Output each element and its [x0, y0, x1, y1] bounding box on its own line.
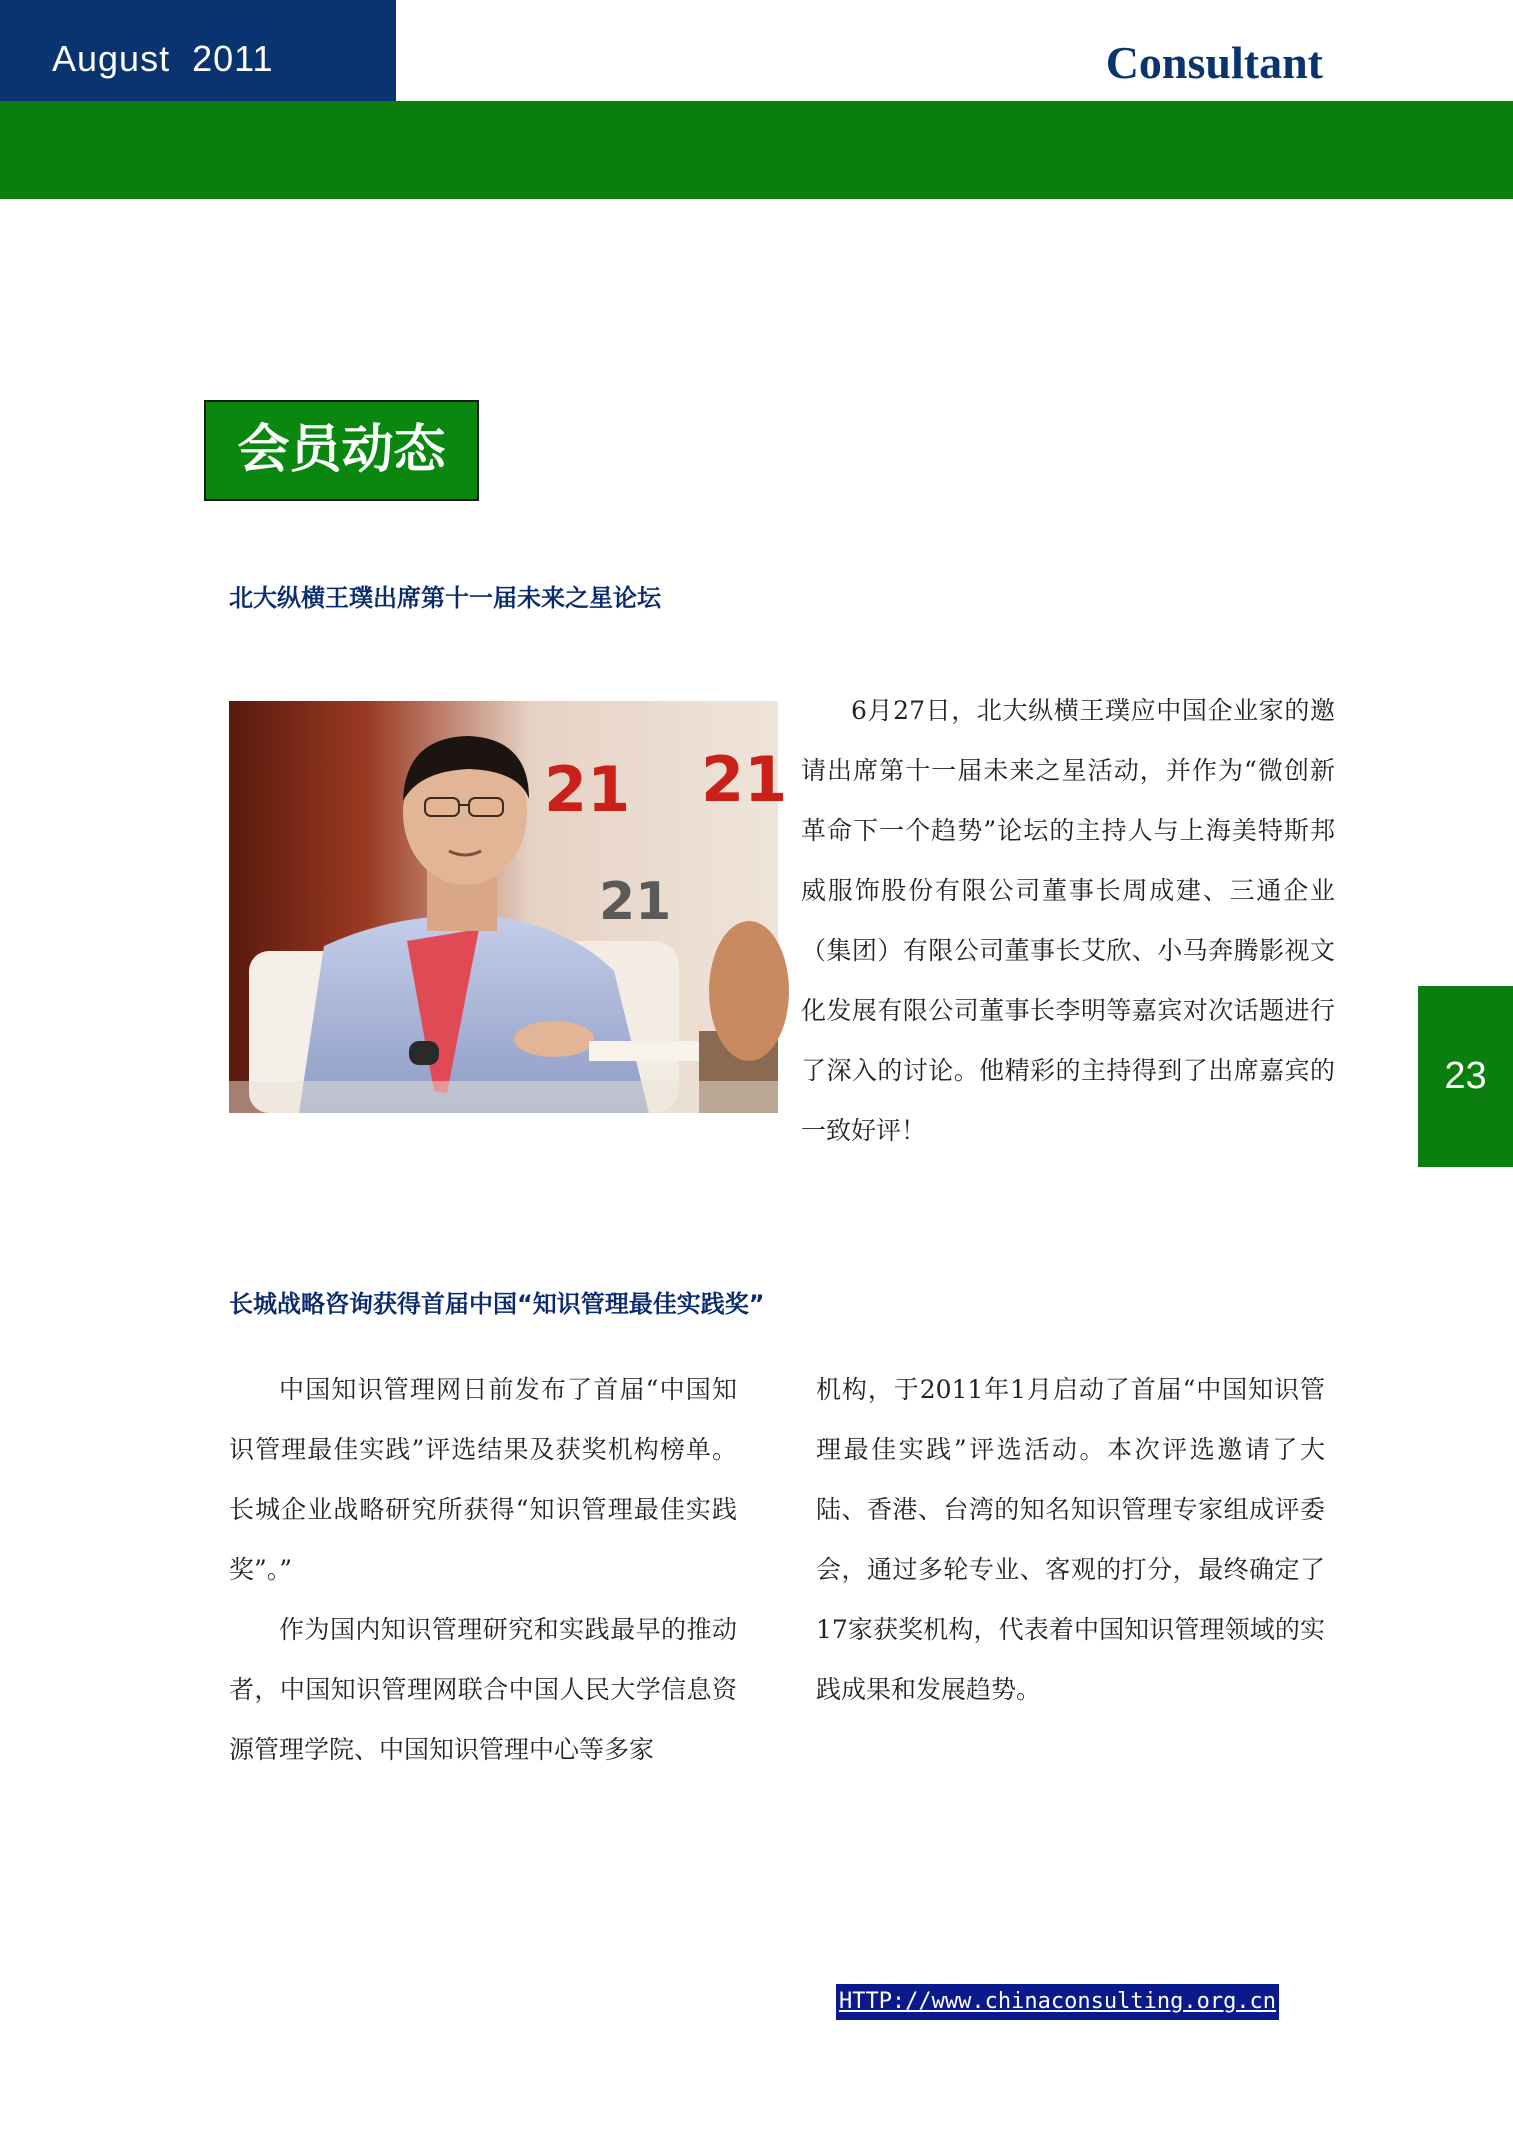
page-number-tab: 23 — [1418, 986, 1513, 1167]
section-title: 会员动态 — [204, 400, 479, 501]
photo-banner-text: 21 — [544, 753, 631, 826]
article-2-paragraph-2-end: 机构，于2011年1月启动了首届“中国知识管理最佳实践”评选活动。本次评选邀请了大陆、香港、台湾的知名知识管理专家组成评委会，通过多轮专业、客观的打分，最终确定了17家获奖机构，代表着中国知识管理领域的实践成果和发展趋势。 — [816, 1375, 1325, 1704]
article-1-photo — [229, 701, 788, 1113]
article-2-paragraph-1: 中国知识管理网日前发布了首届“中国知识管理最佳实践”评选结果及获奖机构榜单。长城企业战略研究所获得“知识管理最佳实践奖”。” — [229, 1375, 737, 1584]
article-2-paragraph-2-start: 作为国内知识管理研究和实践最早的推动者，中国知识管理网联合中国人民大学信息资源管理学院、中国知识管理中心等多家 — [229, 1615, 737, 1764]
article-1-body: 6月27日，北大纵横王璞应中国企业家的邀请出席第十一届未来之星活动，并作为“微创新革命下一个趋势”论坛的主持人与上海美特斯邦威服饰股份有限公司董事长周成建、三通企业（集团）有限公司董事长艾欣、小马奔腾影视文化发展有限公司董事长李明等嘉宾对次话题进行了深入的讨论。他精彩的主持得到了出席嘉宾的一致好评！ — [801, 696, 1335, 1145]
issue-date: August 2011 — [52, 38, 274, 79]
article-2-title: 长城战略咨询获得首届中国“知识管理最佳实践奖” — [229, 1290, 765, 1318]
svg-text:21: 21 — [599, 872, 672, 932]
header-green-bar — [0, 101, 1513, 199]
url-domain: www.chinaconsulting.org.cn — [931, 1989, 1277, 2014]
url-prefix: HTTP:// — [838, 1989, 932, 2014]
svg-text:21: 21 — [701, 743, 788, 816]
magazine-title: Consultant — [1105, 37, 1323, 88]
article-2-right-column — [816, 1360, 1325, 1720]
article-2-left-column — [229, 1360, 737, 1780]
article-1-title: 北大纵横王璞出席第十一届未来之星论坛 — [229, 584, 661, 612]
website-link[interactable] — [836, 1984, 1279, 2020]
